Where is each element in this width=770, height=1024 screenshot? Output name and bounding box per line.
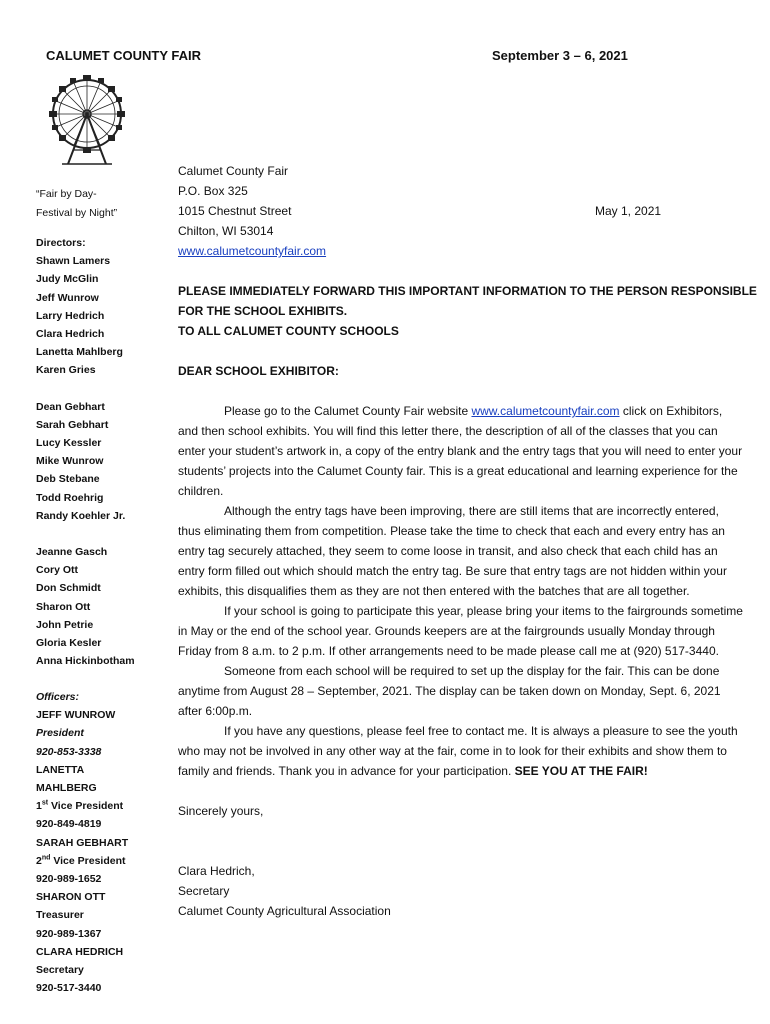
director-name: Shawn Lamers [36,255,111,268]
officer-phone: 920-853-3338 [36,745,102,758]
website-link[interactable]: www.calumetcountyfair.com [178,244,327,258]
director-name: Dean Gebhart [36,400,105,413]
salutation: DEAR SCHOOL EXHIBITOR: [178,364,339,378]
officer-phone: 920-517-3440 [36,982,102,995]
address-line: 1015 Chestnut Street [178,204,292,218]
fair-name-heading: CALUMET COUNTY FAIR [46,48,202,63]
paragraph-display: Someone from each school will be required to set up the display for the fair. This can be done anytime from August 28 – September, 2021. The display can be taken down on Monday, Sept. 6, 2021 after 6:00p.m. [178,664,721,718]
letter-body [178,281,757,921]
letter-date: May 1, 2021 [595,204,662,218]
director-name: Todd Roehrig [36,491,104,504]
director-name: Jeanne Gasch [36,546,108,559]
director-name: Anna Hickinbotham [36,655,135,668]
directors-list [36,234,154,670]
fair-dates: September 3 – 6, 2021 [492,48,628,63]
officer-title: Treasurer [36,909,84,922]
paragraph-entry-tags: Although the entry tags have been improving, there are still items that are incorrectly entered, thus eliminating them from competition. Please take the time to check that each and every entry has an entry tag securely attached, they seem to come loose in transit, and also check that each child has an entry form filled out which should match the entry tag. Be sure that entry tags are not hidden within your exhibits, this disqualifies them as they are not then entered with the batches that are all together. [178,504,727,598]
director-name: Mike Wunrow [36,455,104,468]
officer-title: 2nd Vice President [36,854,126,867]
address-line: Chilton, WI 53014 [178,224,274,238]
director-name: Clara Hedrich [36,328,105,341]
officer-phone: 920-989-1652 [36,873,102,886]
officer-name: LANETTA [36,763,85,776]
schools-heading: TO ALL CALUMET COUNTY SCHOOLS [178,324,399,338]
director-name: Sharon Ott [36,600,91,613]
paragraph-closing-note: If you have any questions, please feel free to contact me. It is always a pleasure to see the youth who may not be involved in any other way at the fair, come in to look for their exhibits and show them to family and friends. Thank you in advance for your participation. SEE YOU AT THE FAIR! [178,724,738,778]
director-name: Don Schmidt [36,582,101,595]
officer-phone: 920-989-1367 [36,927,102,940]
director-name: John Petrie [36,618,94,631]
officer-name: SHARON OTT [36,891,106,904]
director-name: Randy Koehler Jr. [36,509,126,522]
director-name: Lanetta Mahlberg [36,346,123,359]
fair-motto: “Fair by Day- Festival by Night” [36,188,118,220]
director-name: Jeff Wunrow [36,291,99,304]
officer-title: President [36,727,84,740]
officer-name: JEFF WUNROW [36,709,116,722]
forward-notice: FOR THE SCHOOL EXHIBITS. [178,304,348,318]
website-link-inline[interactable]: www.calumetcountyfair.com [471,404,620,418]
signature-name: Clara Hedrich, [178,864,255,878]
director-name: Deb Stebane [36,473,100,486]
director-name: Cory Ott [36,564,78,577]
signature-title: Secretary [178,884,230,898]
director-name: Larry Hedrich [36,309,105,322]
officer-name: CLARA HEDRICH [36,945,124,958]
address-line: Calumet County Fair [178,164,289,178]
paragraph-website: Please go to the Calumet County Fair website www.calumetcountyfair.com click on Exhibitors, and then school exhibits. You will find this letter there, the description of all of the classes that you can enter your student’s artwork in, a copy of the entry blank and the entry tags that you will need to enter your students’ projects into the Calumet County fair. This is a great educational and learning experience for the children. [178,404,743,498]
officers-list [36,688,154,997]
paragraph-dropoff: If your school is going to participate this year, please bring your items to the fairgrounds sometime in May or the end of the school year. Grounds keepers are at the fairgrounds usually Monday through Friday from 8 a.m. to 2 p.m. If other arrangements need to be made please call me at (920) 517-3440. [178,604,743,658]
director-name: Sarah Gebhart [36,418,109,431]
signature-organization: Calumet County Agricultural Association [178,904,391,918]
officer-title: Secretary [36,964,84,977]
director-name: Karen Gries [36,364,96,377]
officer-phone: 920-849-4819 [36,818,102,831]
ferris-wheel-icon [44,72,130,170]
officer-name: MAHLBERG [36,782,97,795]
closing: Sincerely yours, [178,804,264,818]
director-name: Gloria Kesler [36,637,102,650]
officers-heading: Officers: [36,691,79,703]
forward-notice: PLEASE IMMEDIATELY FORWARD THIS IMPORTANT INFORMATION TO THE PERSON RESPONSIBLE [178,284,757,298]
director-name: Judy McGlin [36,273,99,286]
officer-name: SARAH GEBHART [36,836,129,849]
directors-heading: Directors: [36,237,86,249]
director-name: Lucy Kessler [36,437,102,450]
address-line: P.O. Box 325 [178,184,248,198]
officer-title: 1st Vice President [36,799,124,813]
